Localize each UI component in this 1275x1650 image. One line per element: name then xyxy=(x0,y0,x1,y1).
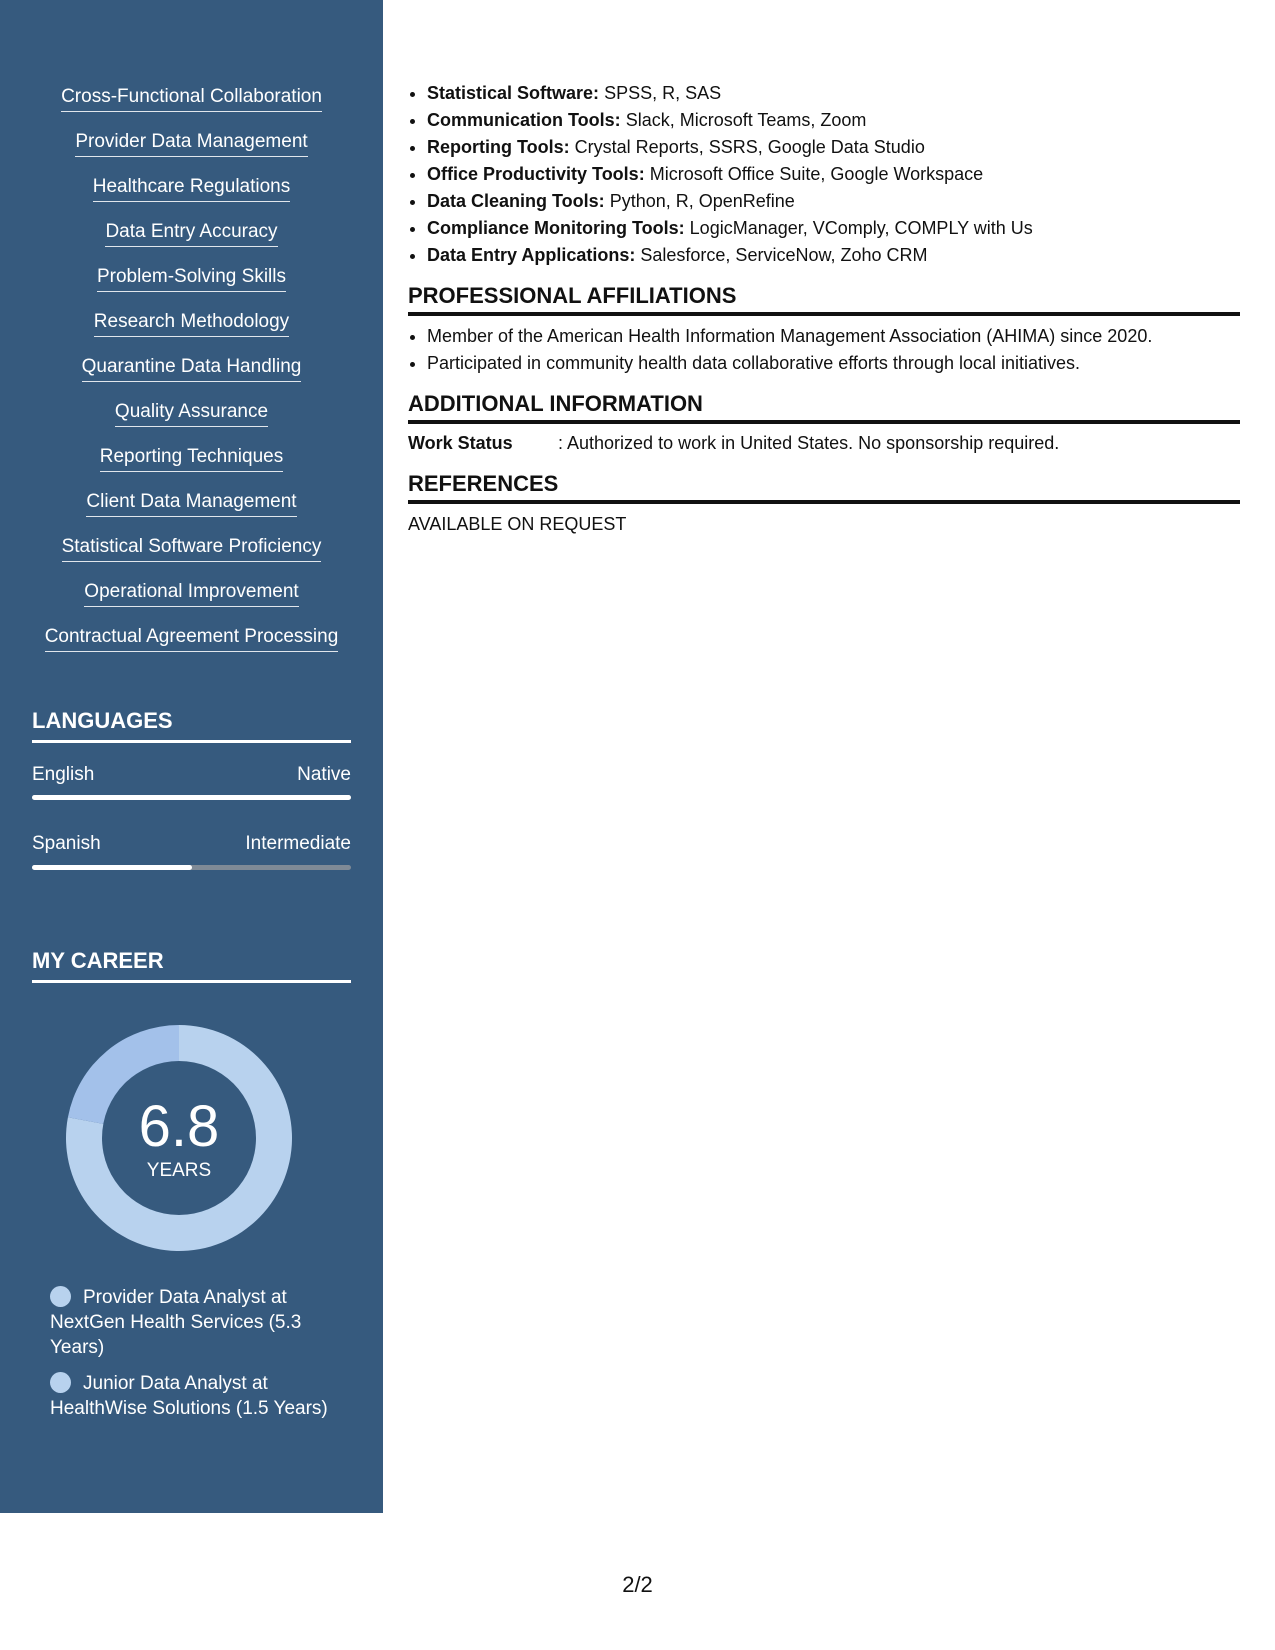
tool-value: LogicManager, VComply, COMPLY with Us xyxy=(689,218,1033,238)
skill-item xyxy=(0,491,383,536)
skill-item xyxy=(0,266,383,311)
legend-dot xyxy=(50,1286,71,1307)
language-bar-spanish xyxy=(32,865,351,870)
language-bar-fill xyxy=(32,795,351,800)
tool-item xyxy=(427,134,1240,161)
tool-value: Microsoft Office Suite, Google Workspace xyxy=(649,164,984,184)
skill-item xyxy=(0,221,383,266)
tools-list xyxy=(408,80,1240,269)
language-level: Intermediate xyxy=(245,833,351,854)
language-row-english xyxy=(32,764,351,786)
skill-label: Reporting Techniques xyxy=(100,446,283,472)
work-status-label: Work Status xyxy=(408,433,513,453)
affiliation-item: • Participated in community health data collaborative efforts through local initiatives. xyxy=(427,350,1240,377)
language-bar-fill xyxy=(32,865,192,870)
skills-list xyxy=(0,86,383,671)
additional-info-heading: ADDITIONAL INFORMATION xyxy=(408,391,1240,424)
career-total-years: 6.8 xyxy=(138,1094,220,1159)
work-status-value: : Authorized to work in United States. No sponsorship required. xyxy=(558,433,1060,453)
tool-label: Data Cleaning Tools: xyxy=(427,191,605,211)
tool-item xyxy=(427,215,1240,242)
skill-item xyxy=(0,446,383,491)
career-role xyxy=(50,1371,350,1421)
career-role-text: Junior Data Analyst at HealthWise Solutions (1.5 Years) xyxy=(50,1373,328,1419)
career-role-text: Provider Data Analyst at NextGen Health Services (5.3 Years) xyxy=(50,1287,302,1358)
skill-item xyxy=(0,176,383,221)
skill-label: Provider Data Management xyxy=(75,131,307,157)
tool-value: Slack, Microsoft Teams, Zoom xyxy=(625,110,867,130)
references-text: AVAILABLE ON REQUEST xyxy=(408,514,627,534)
tool-item xyxy=(427,107,1240,134)
skill-item xyxy=(0,626,383,671)
skill-item xyxy=(0,131,383,176)
tool-label: Statistical Software: xyxy=(427,83,600,103)
tool-value: Salesforce, ServiceNow, Zoho CRM xyxy=(640,245,928,265)
references-heading: REFERENCES xyxy=(408,471,1240,504)
tool-item xyxy=(427,161,1240,188)
skill-item xyxy=(0,356,383,401)
affiliations-heading: PROFESSIONAL AFFILIATIONS xyxy=(408,283,1240,316)
tool-label: Communication Tools: xyxy=(427,110,621,130)
tool-label: Compliance Monitoring Tools: xyxy=(427,218,685,238)
skill-label: Research Methodology xyxy=(94,311,289,337)
languages-heading: LANGUAGES xyxy=(32,708,351,743)
tool-item xyxy=(427,242,1240,269)
legend-dot xyxy=(50,1372,71,1393)
skill-item xyxy=(0,536,383,581)
tool-label: Data Entry Applications: xyxy=(427,245,636,265)
language-name: English xyxy=(32,764,95,785)
affiliation-item: • Member of the American Health Information Management Association (AHIMA) since 2020. xyxy=(427,323,1240,350)
skill-label: Client Data Management xyxy=(86,491,296,517)
affiliations-list xyxy=(408,323,1240,377)
skill-label: Operational Improvement xyxy=(84,581,298,607)
tool-value: Crystal Reports, SSRS, Google Data Studio xyxy=(574,137,925,157)
skill-label: Problem-Solving Skills xyxy=(97,266,286,292)
tool-value: Python, R, OpenRefine xyxy=(609,191,795,211)
page-number: 2/2 xyxy=(622,1572,653,1597)
language-level: Native xyxy=(297,764,351,785)
main-content xyxy=(408,80,1240,535)
skill-label: Contractual Agreement Processing xyxy=(45,626,339,652)
skill-label: Quality Assurance xyxy=(115,401,268,427)
language-bar-english xyxy=(32,795,351,800)
skill-label: Healthcare Regulations xyxy=(93,176,291,202)
sidebar xyxy=(0,0,383,1513)
tool-item xyxy=(427,80,1240,107)
tool-label: Office Productivity Tools: xyxy=(427,164,645,184)
donut-label xyxy=(66,1025,292,1251)
skill-label: Quarantine Data Handling xyxy=(82,356,302,382)
language-row-spanish xyxy=(32,833,351,855)
career-roles-list xyxy=(50,1285,350,1432)
skill-label: Cross-Functional Collaboration xyxy=(61,86,322,112)
work-status-row xyxy=(408,431,1240,455)
career-role xyxy=(50,1285,350,1360)
tool-item xyxy=(427,188,1240,215)
skill-item xyxy=(0,311,383,356)
skill-item xyxy=(0,581,383,626)
tool-value: SPSS, R, SAS xyxy=(604,83,722,103)
skill-item xyxy=(0,401,383,446)
career-donut-chart xyxy=(66,1025,292,1251)
career-heading: MY CAREER xyxy=(32,948,351,983)
skill-label: Data Entry Accuracy xyxy=(105,221,277,247)
skill-label: Statistical Software Proficiency xyxy=(62,536,322,562)
language-name: Spanish xyxy=(32,833,101,854)
skill-item xyxy=(0,86,383,131)
career-years-unit: YEARS xyxy=(146,1160,212,1181)
tool-label: Reporting Tools: xyxy=(427,137,570,157)
